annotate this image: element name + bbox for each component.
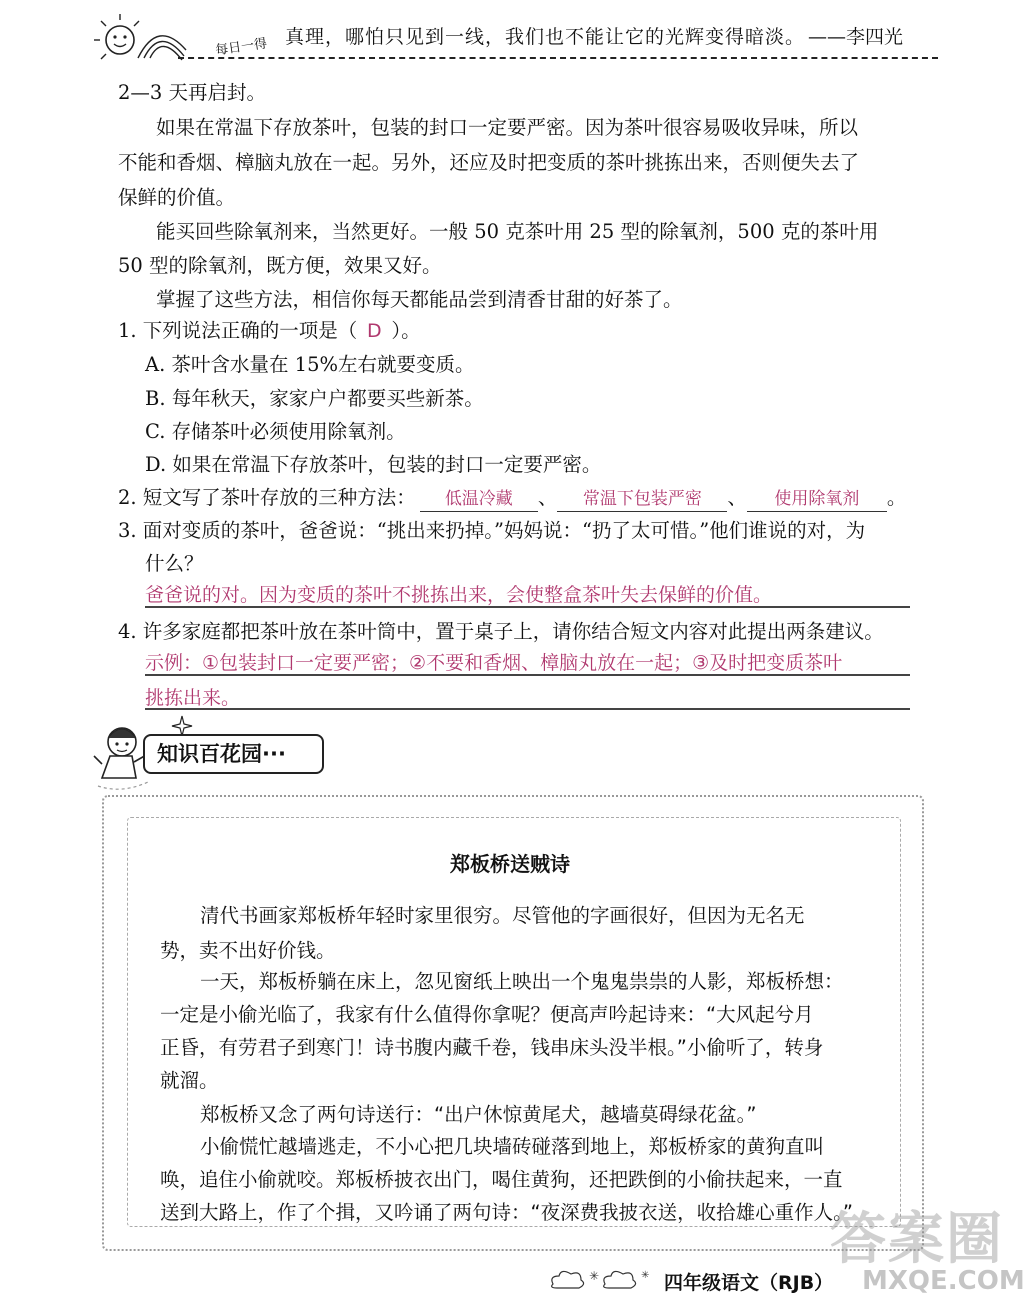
passage-line: 不能和香烟、樟脑丸放在一起。另外，还应及时把变质的茶叶挑拣出来，否则便失去了	[118, 151, 860, 174]
svg-text:✳: ✳	[589, 1269, 600, 1283]
question-2-separator: 、	[537, 486, 558, 509]
cloud-decoration-icon	[545, 1266, 655, 1296]
story-line: 清代书画家郑板桥年轻时家里很穷。尽管他的字画很好，但因为无名无	[200, 904, 805, 927]
question-3-answer: 爸爸说的对。因为变质的茶叶不挑拣出来，会使整盒茶叶失去保鲜的价值。	[145, 584, 773, 606]
story-line: 势，卖不出好价钱。	[160, 939, 336, 962]
question-4-answer: 示例：①包装封口一定要严密；②不要和香烟、樟脑丸放在一起；③及时把变质茶叶	[145, 652, 843, 674]
question-2-blank: 使用除氧剂	[747, 487, 887, 512]
story-line: 小偷慌忙越墙逃走，不小心把几块墙砖碰落到地上，郑板桥家的黄狗直叫	[200, 1135, 825, 1158]
story-line: 一定是小偷光临了，我家有什么值得你拿呢？便高声吟起诗来：“大风起兮月	[160, 1003, 814, 1026]
story-line: 就溜。	[160, 1069, 219, 1092]
answer-line	[145, 674, 910, 676]
passage-line: 保鲜的价值。	[118, 186, 236, 209]
question-4-answer: 挑拣出来。	[145, 687, 241, 709]
answer-line	[145, 606, 910, 608]
question-2	[118, 480, 906, 515]
passage-line: 2—3 天再启封。	[118, 81, 267, 104]
question-1-stem-after: ）。	[391, 319, 421, 342]
story-line: 唤，追住小偷就咬。郑板桥披衣出门，喝住黄狗，还把跌倒的小偷扶起来，一直	[160, 1168, 843, 1191]
question-3-stem: 什么？	[145, 552, 204, 575]
question-1-answer: D	[366, 320, 382, 342]
question-1-stem-before: 1. 下列说法正确的一项是（	[118, 319, 358, 342]
question-2-blank: 常温下包装严密	[557, 487, 727, 512]
question-1-stem	[118, 313, 421, 349]
answer-line	[145, 708, 910, 710]
question-1-option: A. 茶叶含水量在 15%左右就要变质。	[145, 353, 475, 376]
story-line: 一天，郑板桥躺在床上，忽见窗纸上映出一个鬼鬼祟祟的人影，郑板桥想：	[200, 970, 844, 993]
story-line: 送到大路上，作了个揖，又吟诵了两句诗：“夜深费我披衣送，收拾雄心重作人。”	[160, 1201, 853, 1224]
story-line: 郑板桥又念了两句诗送行：“出户休惊黄尾犬，越墙莫碍绿花盆。”	[200, 1103, 757, 1126]
header-divider	[178, 57, 938, 59]
header-tag: 每日一得	[214, 36, 269, 59]
story-line: 正昏，有劳君子到寒门！诗书腹内藏千卷，钱串床头没半根。”小偷听了，转身	[160, 1036, 824, 1059]
story-title: 郑板桥送贼诗	[450, 852, 570, 876]
passage-line: 掌握了这些方法，相信你每天都能品尝到清香甘甜的好茶了。	[156, 288, 683, 311]
question-1-option: B. 每年秋天，家家户户都要买些新茶。	[145, 387, 484, 410]
question-4-stem: 4. 许多家庭都把茶叶放在茶叶筒中，置于桌子上，请你结合短文内容对此提出两条建议。	[118, 620, 884, 643]
footer-book-title: 四年级语文（RJB）	[664, 1272, 834, 1294]
question-2-blank: 低温冷藏	[420, 487, 538, 512]
passage-line: 如果在常温下存放茶叶，包装的封口一定要严密。因为茶叶很容易吸收异味，所以	[156, 116, 859, 139]
svg-text:✳: ✳	[641, 1270, 650, 1281]
watermark: 答案圈	[830, 1207, 1004, 1272]
question-2-separator: 、	[727, 486, 747, 509]
header-motto: 真理，哪怕只见到一线，我们也不能让它的光辉变得暗淡。	[285, 26, 806, 48]
header-author: ——李四光	[808, 26, 904, 48]
question-2-end: 。	[886, 486, 907, 509]
watermark-url: MXQE.COM	[862, 1266, 1025, 1296]
question-3-stem: 3. 面对变质的茶叶，爸爸说：“挑出来扔掉。”妈妈说：“扔了太可惜。”他们谁说的对，为	[118, 519, 866, 542]
header-decoration	[92, 10, 188, 66]
passage-line: 能买回些除氧剂来，当然更好。一般 50 克茶叶用 25 型的除氧剂，500 克的茶叶用	[156, 220, 879, 243]
question-1-option: C. 存储茶叶必须使用除氧剂。	[145, 420, 406, 443]
sun-rainbow-icon	[92, 10, 188, 66]
passage-line: 50 型的除氧剂，既方便，效果又好。	[118, 254, 442, 277]
question-1-option: D. 如果在常温下存放茶叶，包装的封口一定要严密。	[145, 453, 602, 476]
knowledge-garden-title: 知识百花园···	[143, 734, 324, 774]
question-2-stem: 2. 短文写了茶叶存放的三种方法：	[118, 486, 416, 509]
